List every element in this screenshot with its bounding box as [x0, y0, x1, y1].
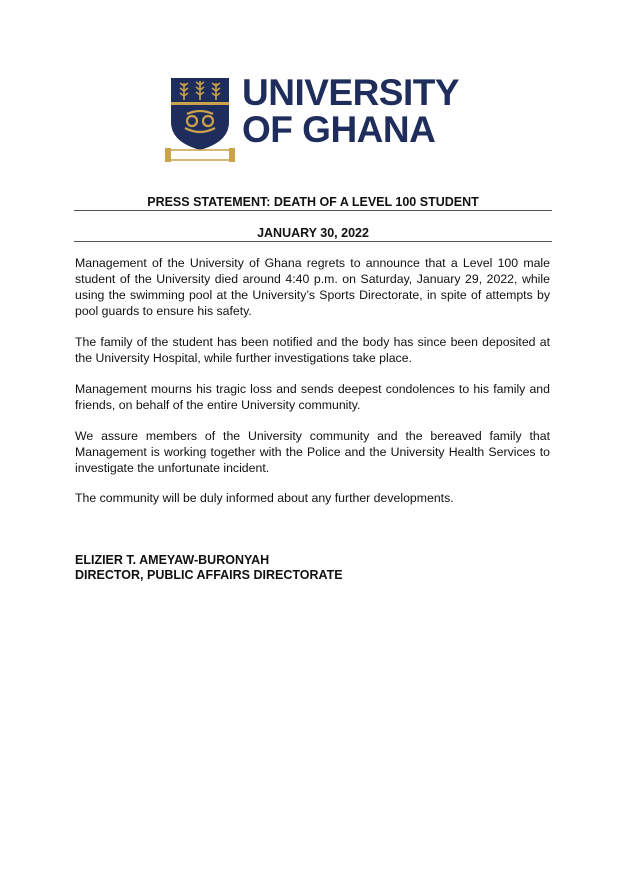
paragraph-4: We assure members of the University community and the bereaved family that Management is working together with the Police and the University Health Services to investigate the unfortunate incident.: [75, 429, 550, 475]
paragraph-2: The family of the student has been notified and the body has since been deposited at the University Hospital, while further investigations take place.: [75, 335, 550, 365]
signatory-name: ELIZIER T. AMEYAW-BURONYAH: [75, 553, 270, 567]
logo-wordmark: [242, 74, 459, 148]
paragraph-3: Management mourns his tragic loss and sends deepest condolences to his family and friends, on behalf of the entire University community.: [75, 382, 550, 412]
signatory-position: DIRECTOR, PUBLIC AFFAIRS DIRECTORATE: [75, 568, 343, 582]
university-crest-icon: [165, 76, 235, 164]
logo-line-1: UNIVERSITY: [242, 72, 460, 113]
logo-line-2: OF GHANA: [242, 109, 436, 150]
title-underline: [74, 210, 552, 211]
date-underline: [74, 241, 552, 242]
paragraph-5: The community will be duly informed about any further developments.: [75, 491, 454, 505]
paragraph-1: Management of the University of Ghana regrets to announce that a Level 100 male student of the University died around 4:40 p.m. on Saturday, January 29, 2022, while using the swimming pool at the University’s Sports Directorate, in spite of attempts by pool guards to ensure his safety.: [75, 256, 550, 318]
university-logo: [165, 72, 465, 166]
statement-title: PRESS STATEMENT: DEATH OF A LEVEL 100 STUDENT: [147, 195, 479, 209]
statement-date: JANUARY 30, 2022: [257, 226, 369, 240]
